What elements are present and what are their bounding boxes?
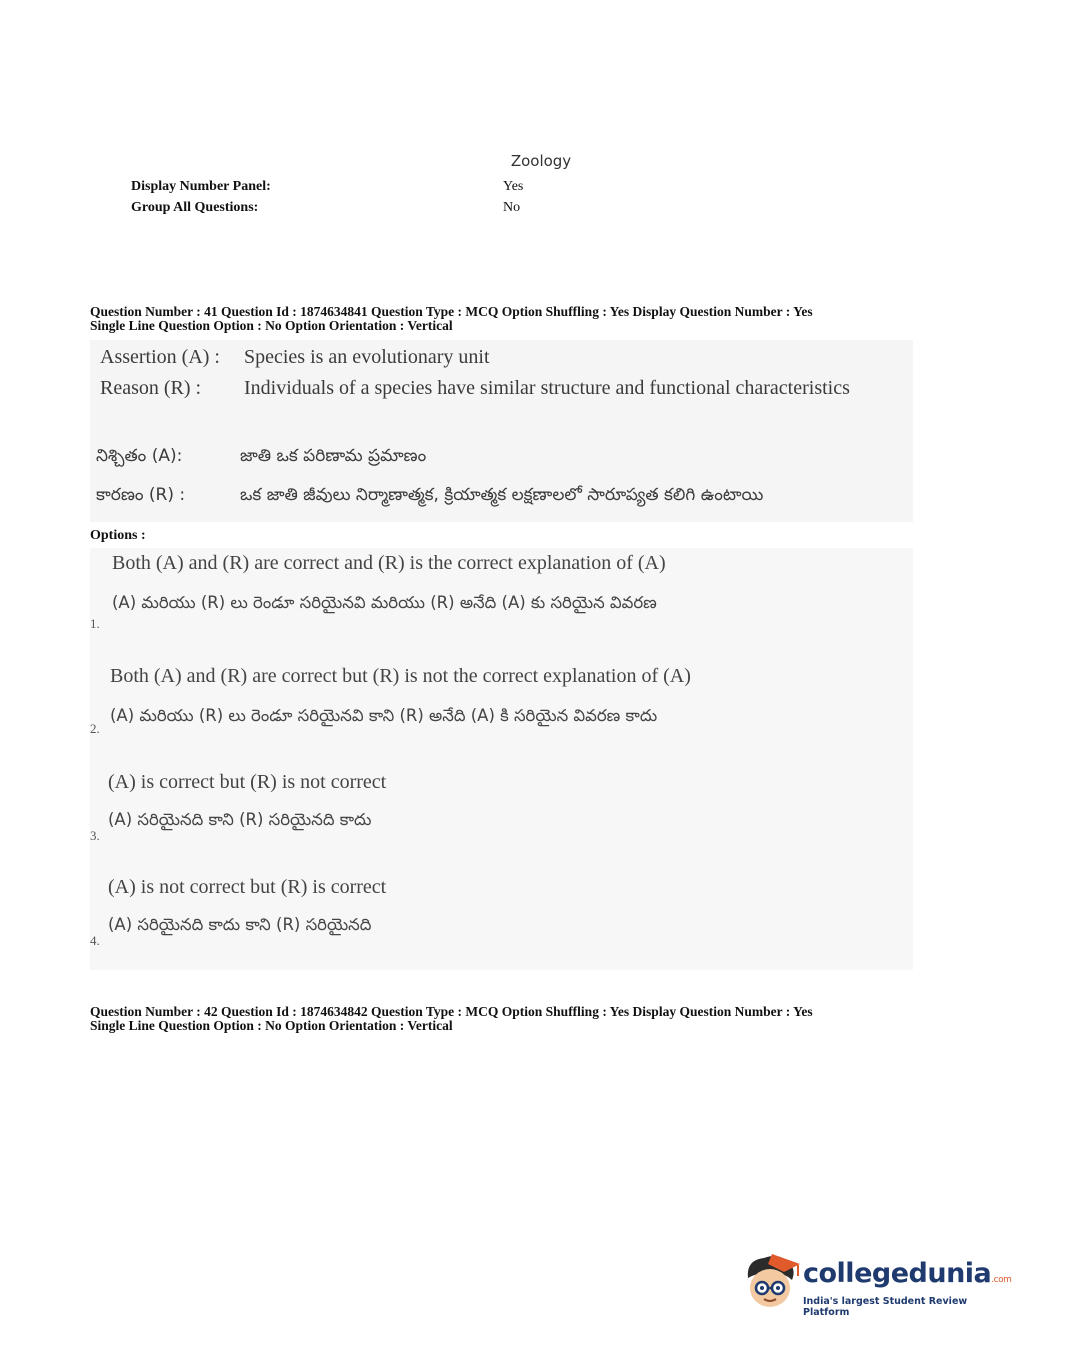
option-2-number: 2. (90, 721, 100, 736)
reason-text: Individuals of a species have similar structure and functional characteristics (244, 377, 850, 399)
group-all-questions-label: Group All Questions: (131, 200, 259, 215)
q41-info-line2: Single Line Question Option : No Option Orientation : Vertical (90, 318, 453, 333)
logo-tld: .com (991, 1275, 1012, 1285)
subject-title: Zoology (510, 152, 572, 170)
logo-tagline: India's largest Student Review Platform (803, 1296, 968, 1318)
assertion-label: Assertion (A) : (100, 346, 220, 368)
logo-name: collegedunia (803, 1258, 992, 1289)
option-1-number: 1. (90, 616, 100, 631)
option-4-te[interactable]: (A) సరియైనది కాదు కాని (R) సరియైనది (108, 915, 372, 934)
option-2-en[interactable]: Both (A) and (R) are correct but (R) is not the correct explanation of (A) (110, 665, 691, 687)
options-label: Options : (90, 528, 146, 543)
q42-info-line1: Question Number : 42 Question Id : 1874634842 Question Type : MCQ Option Shuffling : Yes Display Question Number : Yes (90, 1004, 813, 1019)
collegedunia-logo-text (803, 1258, 1011, 1289)
option-4-en[interactable]: (A) is not correct but (R) is correct (108, 876, 387, 898)
option-2-te[interactable]: (A) మరియు (R) లు రెండూ సరియైనవి కాని (R) అనేది (A) కి సరియైన వివరణ కాదు (110, 706, 658, 725)
reason-label: Reason (R) : (100, 377, 202, 399)
assertion-text: Species is an evolutionary unit (244, 346, 490, 368)
te-assertion-label: నిశ్చితం (A): (96, 446, 183, 466)
option-3-number: 3. (90, 828, 100, 843)
group-all-questions-value: No (503, 200, 521, 215)
te-assertion-text: జాతి ఒక పరిణామ ప్రమాణం (240, 446, 427, 466)
option-3-te[interactable]: (A) సరియైనది కాని (R) సరియైనది కాదు (108, 810, 372, 829)
option-3-en[interactable]: (A) is correct but (R) is not correct (108, 771, 387, 793)
options-box (90, 548, 913, 970)
te-reason-label: కారణం (R) : (96, 485, 186, 505)
display-number-panel-label: Display Number Panel: (131, 179, 271, 194)
option-1-te[interactable]: (A) మరియు (R) లు రెండూ సరియైనవి మరియు (R) అనేది (A) కు సరియైన వివరణ (112, 593, 657, 612)
q42-info-line2: Single Line Question Option : No Option Orientation : Vertical (90, 1018, 453, 1033)
q41-info-line1: Question Number : 41 Question Id : 1874634841 Question Type : MCQ Option Shuffling : Yes Display Question Number : Yes (90, 304, 813, 319)
collegedunia-mascot-icon (740, 1250, 802, 1312)
display-number-panel-value: Yes (503, 179, 524, 194)
option-1-en[interactable]: Both (A) and (R) are correct and (R) is the correct explanation of (A) (112, 552, 666, 574)
q41-question-box (90, 340, 913, 522)
te-reason-text: ఒక జాతి జీవులు నిర్మాణాత్మక, క్రియాత్మక లక్షణాలలో సారూప్యత కలిగి ఉంటాయి (240, 485, 764, 505)
option-4-number: 4. (90, 933, 100, 948)
